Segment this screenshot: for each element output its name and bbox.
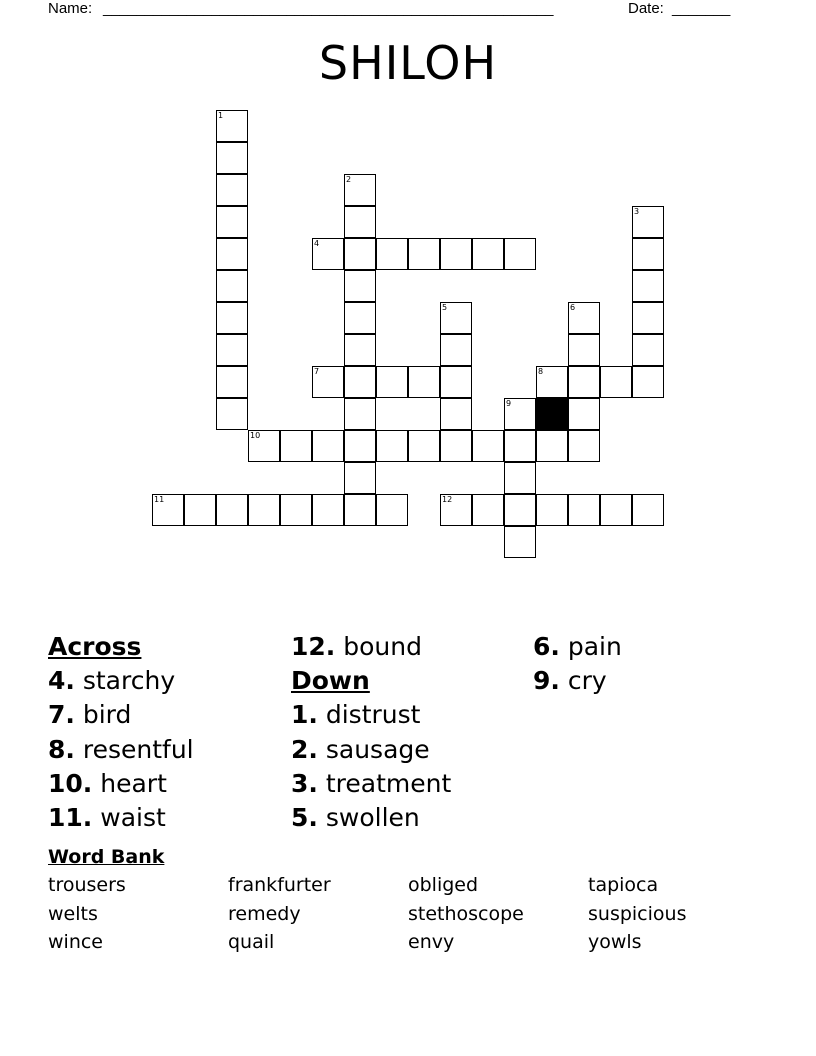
grid-cell[interactable] <box>504 526 536 558</box>
grid-cell[interactable] <box>216 398 248 430</box>
grid-cell[interactable] <box>344 238 376 270</box>
clue-number: 7 <box>314 367 320 376</box>
grid-cell[interactable] <box>568 430 600 462</box>
across-heading: Across <box>48 632 142 661</box>
grid-cell[interactable] <box>216 270 248 302</box>
date-label: Date: <box>628 0 664 17</box>
grid-cell[interactable] <box>216 142 248 174</box>
word-bank-word: suspicious <box>588 903 687 925</box>
grid-cell[interactable] <box>216 334 248 366</box>
clues-column-3 <box>533 630 622 698</box>
grid-cell[interactable] <box>600 494 632 526</box>
grid-cell[interactable] <box>248 494 280 526</box>
grid-cell[interactable] <box>472 494 504 526</box>
grid-cell[interactable] <box>504 430 536 462</box>
grid-cell[interactable] <box>568 366 600 398</box>
grid-cell[interactable] <box>440 494 472 526</box>
word-bank-word: frankfurter <box>228 874 331 896</box>
grid-cell[interactable] <box>216 110 248 142</box>
clue-down-6: 6. pain <box>533 632 622 661</box>
clue-across-12: 12. bound <box>291 632 422 661</box>
grid-cell[interactable] <box>376 366 408 398</box>
grid-cell[interactable] <box>600 366 632 398</box>
clue-down-1: 1. distrust <box>291 700 421 730</box>
grid-cell[interactable] <box>216 174 248 206</box>
grid-cell[interactable] <box>344 174 376 206</box>
word-bank-word: envy <box>408 931 455 953</box>
word-bank-word: quail <box>228 931 275 953</box>
grid-cell[interactable] <box>216 302 248 334</box>
grid-cell[interactable] <box>280 430 312 462</box>
grid-cell[interactable] <box>344 334 376 366</box>
grid-cell[interactable] <box>504 494 536 526</box>
grid-cell[interactable] <box>376 238 408 270</box>
grid-cell[interactable] <box>568 398 600 430</box>
grid-cell[interactable] <box>152 494 184 526</box>
grid-cell[interactable] <box>440 334 472 366</box>
word-bank-word: stethoscope <box>408 903 524 925</box>
clue-number: 6 <box>570 303 576 312</box>
clue-number: 10 <box>250 431 261 440</box>
grid-cell[interactable] <box>536 494 568 526</box>
clue-down-3: 3. treatment <box>291 768 452 798</box>
puzzle-title: SHILOH <box>318 36 498 90</box>
grid-cell[interactable] <box>216 366 248 398</box>
grid-cell[interactable] <box>344 398 376 430</box>
grid-cell[interactable] <box>632 302 664 334</box>
grid-cell[interactable] <box>568 494 600 526</box>
grid-cell[interactable] <box>536 430 568 462</box>
grid-cell[interactable] <box>472 430 504 462</box>
grid-cell[interactable] <box>280 494 312 526</box>
clues-column-2 <box>291 630 451 835</box>
grid-cell[interactable] <box>440 398 472 430</box>
clue-number: 5 <box>442 303 448 312</box>
grid-cell[interactable] <box>408 238 440 270</box>
grid-cell[interactable] <box>632 270 664 302</box>
clue-down-5: 5. swollen <box>291 802 420 832</box>
clue-number: 8 <box>538 367 544 376</box>
grid-cell[interactable] <box>376 494 408 526</box>
grid-cell[interactable] <box>408 366 440 398</box>
grid-cell[interactable] <box>504 462 536 494</box>
grid-cell[interactable] <box>344 494 376 526</box>
grid-cell[interactable] <box>632 238 664 270</box>
grid-cell[interactable] <box>472 238 504 270</box>
clue-across-8: 8. resentful <box>48 734 194 764</box>
name-blank-line: ______________________________________________________ <box>103 0 554 17</box>
grid-cell[interactable] <box>216 206 248 238</box>
clue-number: 1 <box>218 111 224 120</box>
grid-cell[interactable] <box>504 398 536 430</box>
grid-cell[interactable] <box>312 238 344 270</box>
grid-cell[interactable] <box>344 206 376 238</box>
black-square <box>536 398 568 430</box>
grid-cell[interactable] <box>440 366 472 398</box>
grid-cell[interactable] <box>632 494 664 526</box>
grid-cell[interactable] <box>632 366 664 398</box>
grid-cell[interactable] <box>440 430 472 462</box>
grid-cell[interactable] <box>248 430 280 462</box>
clue-number: 11 <box>154 495 165 504</box>
grid-cell[interactable] <box>312 430 344 462</box>
clue-across-11: 11. waist <box>48 802 166 832</box>
grid-cell[interactable] <box>440 302 472 334</box>
grid-cell[interactable] <box>344 302 376 334</box>
clue-down-2: 2. sausage <box>291 734 430 764</box>
grid-cell[interactable] <box>344 366 376 398</box>
word-bank-word: wince <box>48 931 103 953</box>
grid-cell[interactable] <box>184 494 216 526</box>
word-bank-word: trousers <box>48 874 126 896</box>
grid-cell[interactable] <box>632 206 664 238</box>
grid-cell[interactable] <box>632 334 664 366</box>
grid-cell[interactable] <box>408 430 440 462</box>
word-bank-title: Word Bank <box>48 846 165 868</box>
date-blank-line: _______ <box>672 0 731 17</box>
clue-number: 12 <box>442 495 453 504</box>
grid-cell[interactable] <box>536 366 568 398</box>
clue-across-7: 7. bird <box>48 700 132 730</box>
word-bank-word: tapioca <box>588 874 659 896</box>
grid-cell[interactable] <box>376 430 408 462</box>
down-heading: Down <box>291 666 370 696</box>
clues-column-1 <box>48 630 194 835</box>
grid-cell[interactable] <box>312 494 344 526</box>
grid-cell[interactable] <box>216 494 248 526</box>
clue-across-10: 10. heart <box>48 768 167 798</box>
grid-cell[interactable] <box>344 270 376 302</box>
clue-number: 9 <box>506 399 512 408</box>
word-bank-word: obliged <box>408 874 479 896</box>
word-bank-word: remedy <box>228 903 301 925</box>
grid-cell[interactable] <box>344 430 376 462</box>
grid-cell[interactable] <box>216 238 248 270</box>
clue-number: 3 <box>634 207 640 216</box>
clue-down-9: 9. cry <box>533 666 607 696</box>
name-label: Name: <box>48 0 93 17</box>
grid-cell[interactable] <box>312 366 344 398</box>
grid-cell[interactable] <box>568 302 600 334</box>
clue-across-4: 4. starchy <box>48 666 176 696</box>
grid-cell[interactable] <box>568 334 600 366</box>
word-bank-word: welts <box>48 903 98 925</box>
grid-cell[interactable] <box>344 462 376 494</box>
grid-cell[interactable] <box>504 238 536 270</box>
clue-number: 4 <box>314 239 320 248</box>
grid-cell[interactable] <box>440 238 472 270</box>
word-bank-word: yowls <box>588 931 642 953</box>
clue-number: 2 <box>346 175 352 184</box>
